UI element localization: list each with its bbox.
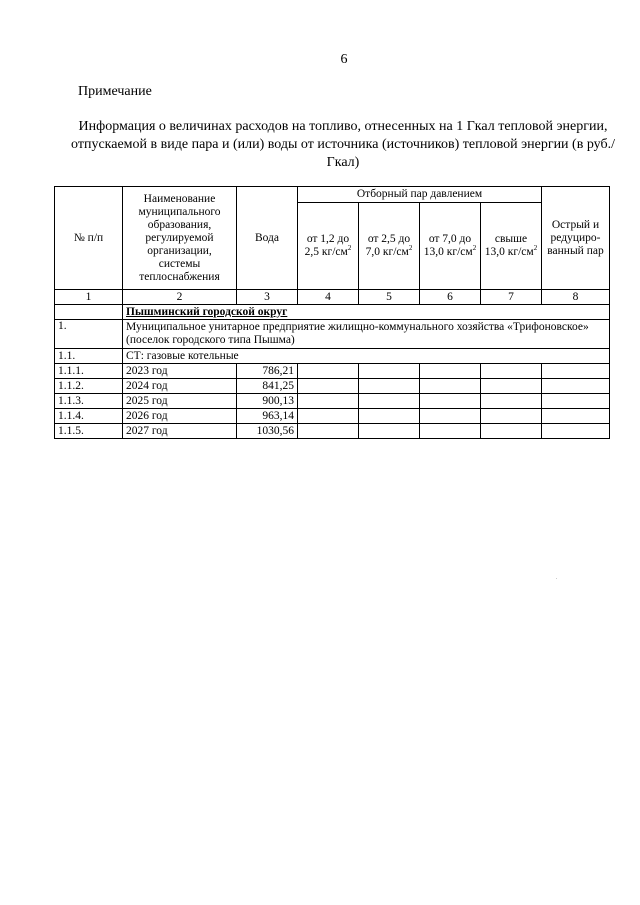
table-row xyxy=(55,379,610,394)
document-title: Информация о величинах расходов на топливо, отнесенных на 1 Гкал тепловой энергии, отпускаемой в виде пара и (или) воды от источника (источников) тепловой энергии (в руб./Гкал) xyxy=(71,119,615,170)
row-num: 1.1.4. xyxy=(55,409,123,424)
organization-row xyxy=(55,320,610,349)
col-number: 8 xyxy=(542,290,610,305)
row-water: 1030,56 xyxy=(237,424,298,439)
header-name: Наименование муниципального образования, регулируемой организации, системы теплоснабжения xyxy=(123,187,237,290)
row-water: 786,21 xyxy=(237,364,298,379)
col-number: 4 xyxy=(298,290,359,305)
org-num: 1. xyxy=(55,320,123,349)
row-num: 1.1.3. xyxy=(55,394,123,409)
row-water: 963,14 xyxy=(237,409,298,424)
row-water: 841,25 xyxy=(237,379,298,394)
system-row xyxy=(55,349,610,364)
header-water: Вода xyxy=(237,187,298,290)
col-number: 1 xyxy=(55,290,123,305)
header-steam-group: Отборный пар давлением xyxy=(298,187,542,203)
col-number: 5 xyxy=(359,290,420,305)
row-year: 2023 год xyxy=(123,364,237,379)
table-row xyxy=(55,424,610,439)
header-pressure-4: свыше 13,0 $кг/см^2$ xyxy=(481,203,542,290)
row-num: 1.1.1. xyxy=(55,364,123,379)
region-row xyxy=(55,305,610,320)
row-year: 2027 год xyxy=(123,424,237,439)
table-row xyxy=(55,409,610,424)
row-water: 900,13 xyxy=(237,394,298,409)
row-num: 1.1.2. xyxy=(55,379,123,394)
note-heading: Примечание xyxy=(78,84,152,99)
system-num: 1.1. xyxy=(55,349,123,364)
fuel-cost-table xyxy=(54,186,610,439)
column-number-row xyxy=(55,290,610,305)
row-num: 1.1.5. xyxy=(55,424,123,439)
page-number: 6 xyxy=(340,52,348,67)
header-pressure-1: от 1,2 до 2,5 $кг/см^2$ xyxy=(298,203,359,290)
system-name: СТ: газовые котельные xyxy=(123,349,610,364)
header-pressure-2: от 2,5 до 7,0 $кг/см^2$ xyxy=(359,203,420,290)
col-number: 7 xyxy=(481,290,542,305)
header-num: № п/п xyxy=(55,187,123,290)
scan-speck xyxy=(556,578,557,579)
row-year: 2025 год xyxy=(123,394,237,409)
table-row xyxy=(55,364,610,379)
header-pressure-3: от 7,0 до 13,0 $кг/см^2$ xyxy=(420,203,481,290)
row-year: 2026 год xyxy=(123,409,237,424)
col-number: 2 xyxy=(123,290,237,305)
header-sharp-steam: Острый и редуциро-ванный пар xyxy=(542,187,610,290)
region-name: Пышминский городской округ xyxy=(123,305,610,320)
row-year: 2024 год xyxy=(123,379,237,394)
col-number: 6 xyxy=(420,290,481,305)
col-number: 3 xyxy=(237,290,298,305)
org-name: Муниципальное унитарное предприятие жилищно-коммунального хозяйства «Трифоновское» (поселок городского типа Пышма) xyxy=(123,320,610,349)
table-row xyxy=(55,394,610,409)
